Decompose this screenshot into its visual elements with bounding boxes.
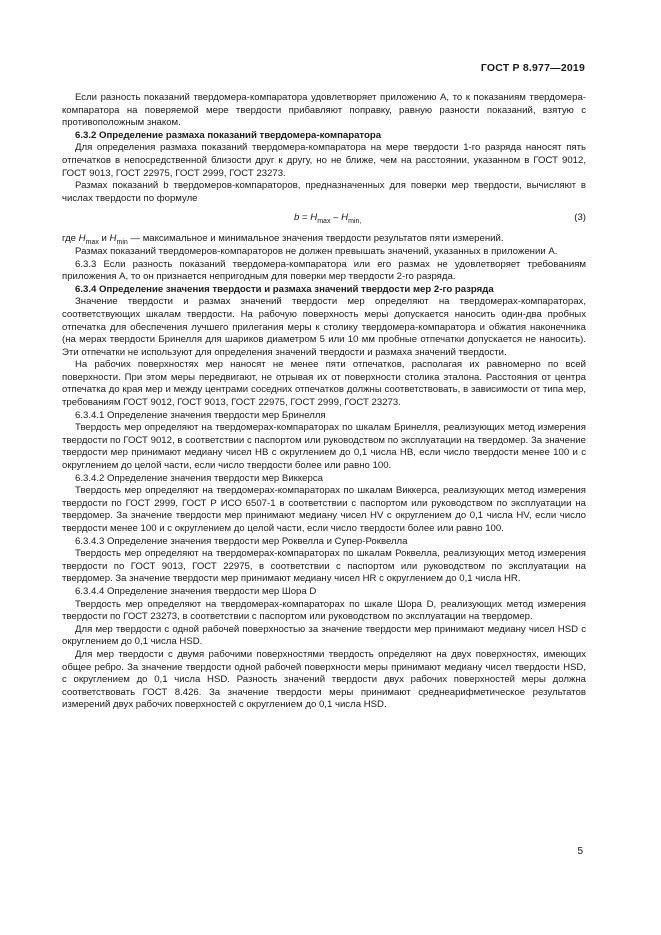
paragraph: Для мер твердости с одной рабочей поверхностью за значение твердости мер принимают медиану чисел HSD с округлением до 0,1 числа HSD. xyxy=(62,623,586,648)
paragraph: Твердость мер определяют на твердомерах-компараторах по шкале Шора D, реализующих метод измерения твердости по ГОСТ 23273, в соответствии с паспортом или руководством по эксплуатации на твердомер. xyxy=(62,598,586,623)
formula-where: где $H_{max}$ и $H_{min}$ — максимальное и минимальное значения твердости результатов пяти измерений. xyxy=(62,233,504,247)
standard-header: ГОСТ Р 8.977—2019 xyxy=(480,62,585,74)
paragraph: На рабочих поверхностях мер наносят не менее пяти отпечатков, располагая их равномерно по всей поверхности. При этом меры передвигают, не отрывая их от поверхности столика эталона. Расстояния от центра отпечатка до края мер и между центрами соседних отпечатков должны соответствовать, в зависимости от типа мер, требованиям ГОСТ 9012, ГОСТ 9013, ГОСТ 22975, ГОСТ 2999, ГОСТ 23273. xyxy=(62,359,586,409)
paragraph: 6.3.3 Если разность показаний твердомера-компаратора или его размах не удовлетворяет требованиям приложения А, то он признается непригодным для поверки мер твердости 2-го разряда. xyxy=(62,258,586,283)
subsection-heading: 6.3.4.3 Определение значения твердости мер Роквелла и Супер-Роквелла xyxy=(75,535,408,547)
paragraph: Размах показаний b твердомеров-компараторов, предназначенных для поверки мер твердости, вычисляют в числах твердости по формуле xyxy=(62,180,586,204)
subsection-heading: 6.3.4.4 Определение значения твердости мер Шора D xyxy=(75,585,317,597)
paragraph: Твердость мер определяют на твердомерах-компараторах по шкалам Роквелла, реализующих метод измерения твердости по ГОСТ 9013, ГОСТ 22975, в соответствии с паспортом или руководством по эксплуатации на твердомер. За значение твердости мер принимают медиану чисел HR с округлением до 0,1 числа HR. xyxy=(62,548,586,585)
section-heading: 6.3.4 Определение значения твердости и размаха значений твердости мер 2-го разряда xyxy=(75,283,494,295)
paragraph: Твердость мер определяют на твердомерах-компараторах по шкалам Бринелля, реализующих метод измерения твердости по ГОСТ 9012, в соответствии с паспортом или руководством по эксплуатации на твердомер. За значение твердости мер принимают медиану чисел НВ с округлением до 0,1 числа НВ, если число твердости менее 100 и с округлением до целой части, если число твердости более или равно 100. xyxy=(62,422,586,472)
paragraph: Твердость мер определяют на твердомерах-компараторах по шкалам Виккерса, реализующих метод измерения твердости по ГОСТ 2999, ГОСТ Р ИСО 6507-1 в соответствии с паспортом или руководством по эксплуатации на твердомер. За значение твердости мер принимают медиану чисел HV с округлением до 0,1 числа HV, если число твердости менее 100 и с округлением до целой части, если число твердости более или равно 100. xyxy=(62,485,586,534)
paragraph: Для определения размаха показаний твердомера-компаратора на мере твердости 1-го разряда наносят пять отпечатков в непосредственной близости друг к другу, но не ближе, чем на расстоянии, указанном в ГОСТ 9012, ГОСТ 9013, ГОСТ 22975, ГОСТ 2999, ГОСТ 23273. xyxy=(62,142,586,179)
paragraph: Для мер твердости с двумя рабочими поверхностями твердость определяют на двух поверхностях, имеющих общее ребро. За значение твердости одной рабочей поверхности меры принимают медиану чисел твердости HSD, с округлением до 0,1 числа HSD. Разность значений твердости двух рабочих поверхностей меры должна соответствовать ГОСТ 8.426. За значение твердости меры принимают среднеарифметическое результатов измерений двух рабочих поверхностей с округлением до 0,1 числа HSD. xyxy=(62,648,586,711)
page-number: 5 xyxy=(577,846,583,857)
subsection-heading: 6.3.4.1 Определение значения твердости мер Бринелля xyxy=(75,409,326,421)
document-body xyxy=(62,92,586,712)
paragraph: Если разность показаний твердомера-компаратора удовлетворяет приложению А, то к показаниям твердомера-компаратора на поверяемой мере твердости прибавляют поправку, равную разности показаний, взятую с противоположным знаком. xyxy=(62,92,586,129)
paragraph: Значение твердости и размах значений твердости мер определяют на твердомерах-компараторах, соответствующих шкалам твердости. На рабочую поверхность меры допускается наносить один-два пробных отпечатка для обеспечения лучшего прилегания меры к столику твердомера-компаратора и обжатия наконечника (на мерах твердости Бринелля для шариков диаметром 5 или 10 мм пробные отпечатки допускается не наносить). Эти отпечатки не используют для определения значений твердости и размаха значений твердости. xyxy=(62,296,586,358)
subsection-heading: 6.3.4.2 Определение значения твердости мер Виккерса xyxy=(75,472,323,484)
paragraph: Размах показаний твердомеров-компараторов не должен превышать значений, указанных в приложении А. xyxy=(75,245,558,257)
formula-number: (3) xyxy=(574,212,586,224)
section-heading: 6.3.2 Определение размаха показаний твердомера-компаратора xyxy=(75,129,382,141)
formula-expression: $b = H_{max} - H_{min,}$ xyxy=(294,212,362,226)
formula-3 xyxy=(62,205,586,233)
